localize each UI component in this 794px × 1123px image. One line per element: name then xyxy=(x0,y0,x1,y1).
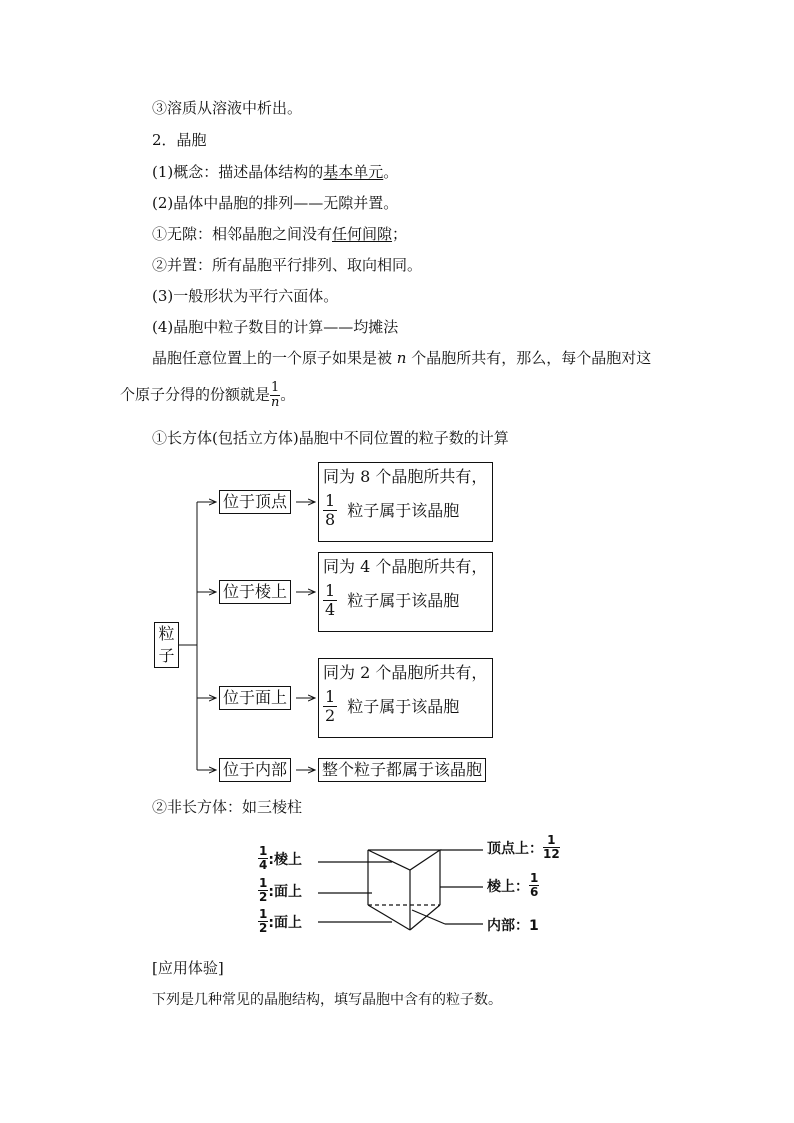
prism-label-edge xyxy=(258,845,302,872)
text-line: (2)晶体中晶胞的排列——无隙并置。 xyxy=(152,194,399,212)
fraction-numerator: 1 xyxy=(259,844,268,858)
triangular-prism xyxy=(318,850,483,930)
fraction-numerator: 1 xyxy=(325,581,336,600)
fraction-denominator: n xyxy=(270,395,280,410)
text-segment: 。 xyxy=(383,163,399,181)
prism-label-face xyxy=(258,877,302,904)
desc-vertex xyxy=(318,462,493,542)
section-heading: [应用体验] xyxy=(152,959,224,977)
fraction-denominator: 8 xyxy=(325,510,336,529)
fraction-numerator: 1 xyxy=(259,876,268,890)
fraction-denominator: 6 xyxy=(530,885,539,899)
desc-row xyxy=(323,492,488,529)
text-segment: (1)概念：描述晶体结构的 xyxy=(152,163,324,181)
prism-label-text: :面上 xyxy=(268,914,302,931)
fraction xyxy=(258,877,268,904)
text-segment: 个晶胞所共有，那么，每个晶胞对这 xyxy=(406,349,652,367)
text-line: ②并置：所有晶胞平行排列、取向相同。 xyxy=(152,256,423,274)
desc-tail: 粒子属于该晶胞 xyxy=(347,590,460,610)
fraction-numerator: 1 xyxy=(530,871,539,885)
fraction-numerator: 1 xyxy=(271,380,280,395)
fraction xyxy=(323,492,337,529)
underlined-term: 基本单元 xyxy=(323,163,384,181)
fraction-numerator: 1 xyxy=(543,834,560,848)
position-vertex: 位于顶点 xyxy=(219,490,291,514)
fraction-denominator: 4 xyxy=(325,600,336,619)
prism-label-text: :棱上 xyxy=(268,851,302,868)
fraction-numerator: 1 xyxy=(325,687,336,706)
fraction xyxy=(258,845,268,872)
prism-label-text: :面上 xyxy=(268,883,302,900)
fraction xyxy=(323,582,337,619)
section-heading: 2．晶胞 xyxy=(152,131,207,149)
fraction-denominator: 12 xyxy=(543,847,560,861)
desc-row xyxy=(323,688,488,725)
position-face: 位于面上 xyxy=(219,686,291,710)
text-segment: ①无隙：相邻晶胞之间没有 xyxy=(152,225,333,243)
prism-label-vertex xyxy=(487,834,560,861)
fraction-denominator: 2 xyxy=(259,921,268,935)
desc-text: 同为 8 个晶胞所共有， xyxy=(323,467,488,486)
tree-root: 粒子 xyxy=(154,622,179,668)
text-line: (3)一般形状为平行六面体。 xyxy=(152,287,339,305)
text-segment: 晶胞任意位置上的一个原子如果是被 xyxy=(152,349,397,367)
fraction xyxy=(323,688,337,725)
fraction-numerator: 1 xyxy=(259,907,268,921)
text-line: ②非长方体：如三棱柱 xyxy=(152,798,303,816)
prism-label-text: 内部：1 xyxy=(487,918,539,934)
prism-label-face xyxy=(258,908,302,935)
text-line: ③溶质从溶液中析出。 xyxy=(152,99,303,117)
text-segment: 。 xyxy=(280,385,296,404)
fraction xyxy=(258,908,268,935)
fraction-denominator: 2 xyxy=(325,706,336,725)
underlined-term: 任何间隙 xyxy=(332,225,393,243)
desc-face xyxy=(318,658,493,738)
desc-row xyxy=(323,582,488,619)
desc-tail: 粒子属于该晶胞 xyxy=(347,500,460,520)
prism-label-interior xyxy=(487,915,539,935)
desc-text: 同为 4 个晶胞所共有， xyxy=(323,557,488,576)
text-line: (4)晶胞中粒子数目的计算——均摊法 xyxy=(152,318,399,336)
text-segment: ； xyxy=(392,225,408,243)
fraction xyxy=(529,872,539,899)
fraction-numerator: 1 xyxy=(325,491,336,510)
fraction-denominator: 4 xyxy=(259,858,268,872)
fraction-denominator: 2 xyxy=(259,890,268,904)
text-line: 下列是几种常见的晶胞结构，填写晶胞中含有的粒子数。 xyxy=(152,992,502,1008)
prism-label-text: 棱上： xyxy=(487,878,529,895)
text-segment: 个原子分得的份额就是 xyxy=(120,385,271,404)
variable-n: n xyxy=(396,349,407,367)
text-line: ①长方体(包括立方体)晶胞中不同位置的粒子数的计算 xyxy=(152,429,509,447)
desc-interior: 整个粒子都属于该晶胞 xyxy=(318,758,486,782)
desc-text: 同为 2 个晶胞所共有， xyxy=(323,663,488,682)
desc-edge xyxy=(318,552,493,632)
desc-tail: 粒子属于该晶胞 xyxy=(347,696,460,716)
position-interior: 位于内部 xyxy=(219,758,291,782)
prism-label-text: 顶点上： xyxy=(487,840,543,857)
prism-label-edge-right xyxy=(487,872,539,899)
position-edge: 位于棱上 xyxy=(219,580,291,604)
fraction xyxy=(543,834,560,861)
